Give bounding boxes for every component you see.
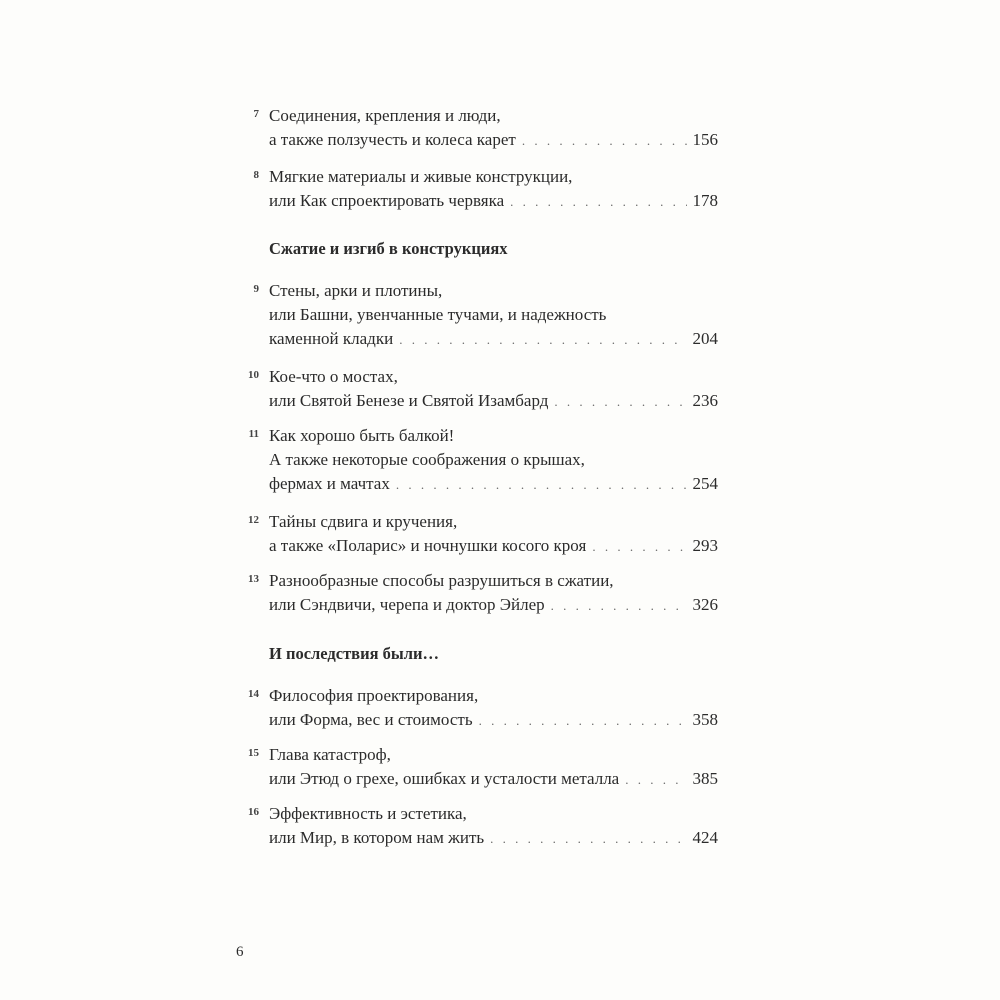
page-number: 424	[692, 828, 718, 847]
entry-line	[269, 424, 718, 448]
chapter-number: 15	[248, 747, 259, 759]
entry-line	[269, 593, 718, 617]
entry-line	[269, 743, 718, 767]
entry-title: Как хорошо быть балкой!	[269, 426, 455, 445]
leader-dots	[625, 768, 686, 792]
entry-line	[269, 826, 718, 850]
section-heading: Сжатие и изгиб в конструкциях	[269, 239, 508, 258]
entry-line	[269, 448, 718, 472]
page-folio: 6	[236, 944, 244, 960]
leader-dots	[510, 190, 686, 214]
page-number: 254	[692, 474, 718, 493]
entry-subtitle: или Сэндвичи, черепа и доктор Эйлер	[269, 595, 545, 614]
page-number: 178	[692, 191, 718, 210]
chapter-number: 13	[248, 573, 259, 585]
toc-entry-10	[248, 365, 718, 413]
entry-line	[269, 684, 718, 708]
entry-line	[269, 534, 718, 558]
entry-subtitle: или Как спроектировать червяка	[269, 191, 505, 210]
entry-title: Разнообразные способы разрушиться в сжатии,	[269, 571, 614, 590]
page-number: 156	[692, 130, 718, 149]
entry-subtitle: фермах и мачтах	[269, 474, 390, 493]
entry-line	[269, 327, 718, 351]
entry-line	[269, 472, 718, 496]
entry-line	[269, 389, 718, 413]
entry-line	[269, 104, 718, 128]
toc-entry-15	[248, 743, 718, 791]
toc-entry-9	[253, 279, 718, 351]
entry-title: Глава катастроф,	[269, 745, 391, 764]
entry-title: Эффективность и эстетика,	[269, 804, 467, 823]
chapter-number: 8	[253, 169, 259, 181]
leader-dots	[592, 535, 686, 559]
entry-subtitle: а также ползучесть и колеса карет	[269, 130, 516, 149]
leader-dots	[490, 827, 686, 851]
page-number: 326	[692, 595, 718, 614]
entry-title: Философия проектирования,	[269, 686, 479, 705]
section-heading: И последствия были…	[269, 644, 440, 663]
entry-line	[269, 510, 718, 534]
entry-title: Тайны сдвига и кручения,	[269, 512, 458, 531]
page-number: 385	[692, 769, 718, 788]
entry-line	[269, 767, 718, 791]
chapter-number: 12	[248, 514, 259, 526]
entry-subtitle: или Форма, вес и стоимость	[269, 710, 473, 729]
entry-title: Стены, арки и плотины,	[269, 281, 443, 300]
chapter-number: 7	[253, 108, 259, 120]
entry-subtitle: каменной кладки	[269, 329, 394, 348]
toc-entry-13	[248, 569, 718, 617]
entry-line	[269, 189, 718, 213]
entry-subtitle: или Мир, в котором нам жить	[269, 828, 485, 847]
toc-entry-16	[248, 802, 718, 850]
leader-dots	[522, 129, 687, 153]
chapter-number: 9	[253, 283, 259, 295]
page-number: 236	[692, 391, 718, 410]
entry-line	[269, 708, 718, 732]
toc-entry-8	[253, 165, 718, 213]
entry-line	[269, 128, 718, 152]
toc-entry-14	[248, 684, 718, 732]
page-number: 358	[692, 710, 718, 729]
entry-line	[269, 303, 718, 327]
entry-line	[269, 569, 718, 593]
leader-dots	[396, 473, 687, 497]
toc-entry-7	[253, 104, 718, 152]
entry-subtitle: а также «Поларис» и ночнушки косого кроя	[269, 536, 587, 555]
entry-title: Мягкие материалы и живые конструкции,	[269, 167, 573, 186]
entry-subtitle: или Башни, увенчанные тучами, и надежность	[269, 305, 607, 324]
leader-dots	[551, 594, 687, 618]
entry-line	[269, 802, 718, 826]
leader-dots	[399, 328, 686, 352]
leader-dots	[479, 709, 687, 733]
entry-line	[269, 365, 718, 389]
leader-dots	[554, 390, 686, 414]
page-number: 204	[692, 329, 718, 348]
chapter-number: 10	[248, 369, 259, 381]
toc-entry-12	[248, 510, 718, 558]
entry-line	[269, 165, 718, 189]
chapter-number: 16	[248, 806, 259, 818]
page-number: 293	[692, 536, 718, 555]
entry-subtitle: или Святой Бенезе и Святой Изамбард	[269, 391, 549, 410]
chapter-number: 14	[248, 688, 259, 700]
toc-entry-11	[248, 424, 718, 496]
entry-title: Кое-что о мостах,	[269, 367, 398, 386]
entry-subtitle: А также некоторые соображения о крышах,	[269, 450, 585, 469]
chapter-number: 11	[248, 428, 259, 440]
entry-line	[269, 279, 718, 303]
entry-title: Соединения, крепления и люди,	[269, 106, 501, 125]
entry-subtitle: или Этюд о грехе, ошибках и усталости металла	[269, 769, 620, 788]
